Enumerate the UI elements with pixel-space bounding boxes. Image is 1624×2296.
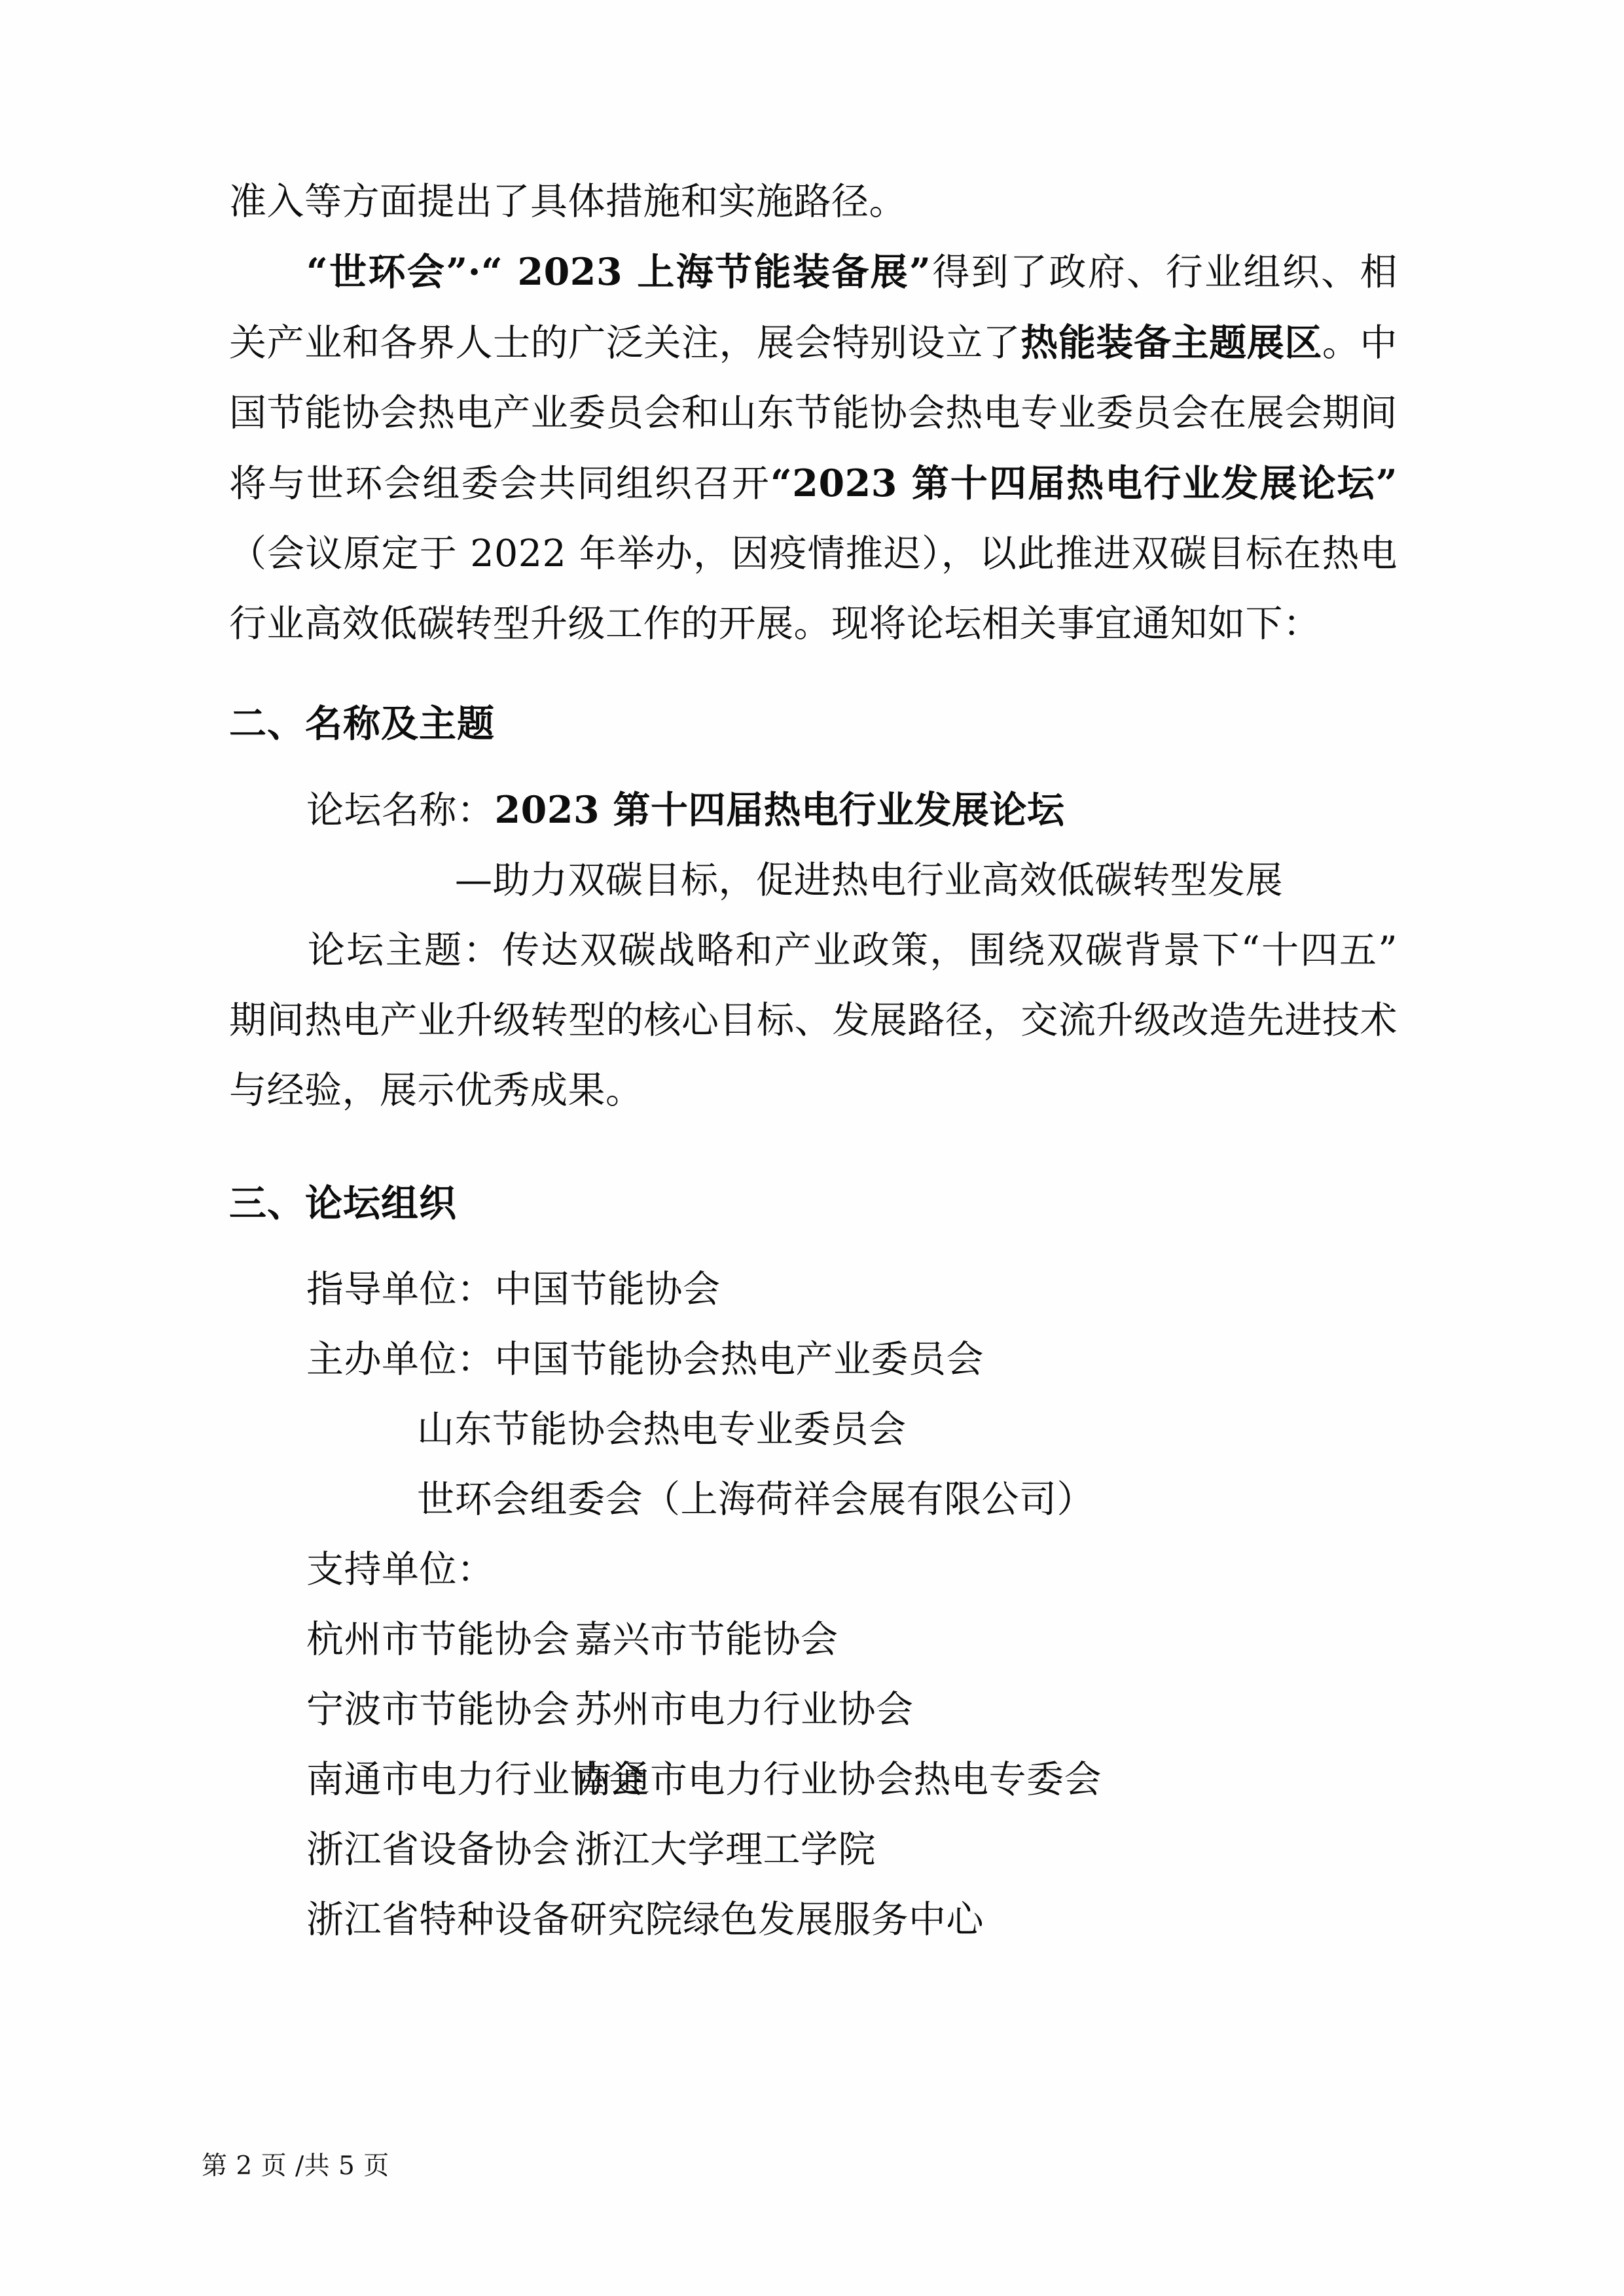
continued-paragraph [229,167,1398,237]
forum-title-bold: “2023 第十四届热电行业发展论坛” [770,461,1398,505]
support-unit-cell: 浙江省特种设备研究院绿色发展服务中心 [306,1898,984,1941]
forum-name-value: 2023 第十四届热电行业发展论坛 [494,788,1065,832]
guidance-unit-line [229,1255,1398,1325]
guidance-unit-value: 中国节能协会 [494,1268,721,1311]
support-unit-cell: 浙江省设备协会 [306,1828,570,1871]
host-unit-line-3 [229,1465,1398,1535]
support-unit-cell: 嘉兴市节能协会 [575,1618,839,1661]
forum-theme-text: 传达双碳战略和产业政策，围绕双碳背景下“十四五”期间热电产业升级转型的核心目标、发展路径，交流升级改造先进技术与经验，展示优秀成果。 [229,929,1398,1112]
support-unit-label-line: 支持单位： [306,1548,495,1591]
paragraph-1-run-1: 得到了政府、行业组织、相关产业和各界人士的广泛关注，展会特别设立了 [229,251,1398,365]
support-unit-cell: 苏州市电力行业协会 [575,1688,914,1731]
host-unit-line-2 [229,1395,1398,1465]
continued-paragraph-text: 准入等方面提出了具体措施和实施路径。 [229,180,907,223]
host-unit-value-1: 中国节能协会热电产业委员会 [494,1338,984,1381]
spacer-before-section-2 [229,659,1398,689]
expo-name-bold: “世环会”·“ 2023 上海节能装备展” [306,250,931,294]
support-unit-cell: 宁波市节能协会 [306,1688,570,1731]
spacer-before-section-3 [229,1126,1398,1169]
forum-theme-paragraph [229,916,1398,1126]
spacer-after-heading-2 [229,759,1398,775]
host-unit-value-3: 世环会组委会（上海荷祥会展有限公司） [417,1478,1094,1521]
forum-theme-label: 论坛主题： [306,929,502,972]
guidance-unit-label: 指导单位： [306,1268,495,1311]
host-unit-line-1 [229,1325,1398,1395]
paragraph-1-run-2: 。中国节能协会热电产业委员会和山东节能协会热电专业委员会在展会期间将与世环会组委会共同组织召开 [229,321,1398,505]
section-heading-2: 二、名称及主题 [229,702,495,745]
support-unit-cell: 南通市电力行业协会热电专委会 [575,1758,1102,1801]
theme-zone-bold: 热能装备主题展区 [1020,321,1322,365]
page-content [229,167,1398,1955]
support-unit-cell: 浙江大学理工学院 [575,1828,876,1871]
host-unit-value-2: 山东节能协会热电专业委员会 [417,1408,907,1451]
forum-name-label: 论坛名称： [306,789,495,832]
section-heading-3: 三、论坛组织 [229,1182,457,1225]
support-unit-cell: 杭州市节能协会 [306,1618,570,1661]
spacer-after-heading-3 [229,1239,1398,1255]
support-unit-cell: 南通市电力行业协会 [306,1758,645,1801]
paragraph-1-run-3: （会议原定于 2022 年举办，因疫情推迟），以此推进双碳目标在热电行业高效低碳转型升级工作的开展。现将论坛相关事宜通知如下： [229,532,1398,645]
forum-name-subtitle: —助力双碳目标，促进热电行业高效低碳转型发展 [455,859,1283,902]
support-units-grid [229,1605,1398,1955]
forum-name-line [229,775,1398,846]
body-paragraph-1 [229,237,1398,659]
page-footer: 第 2 页 /共 5 页 [202,2151,389,2181]
host-unit-label: 主办单位： [306,1338,495,1381]
